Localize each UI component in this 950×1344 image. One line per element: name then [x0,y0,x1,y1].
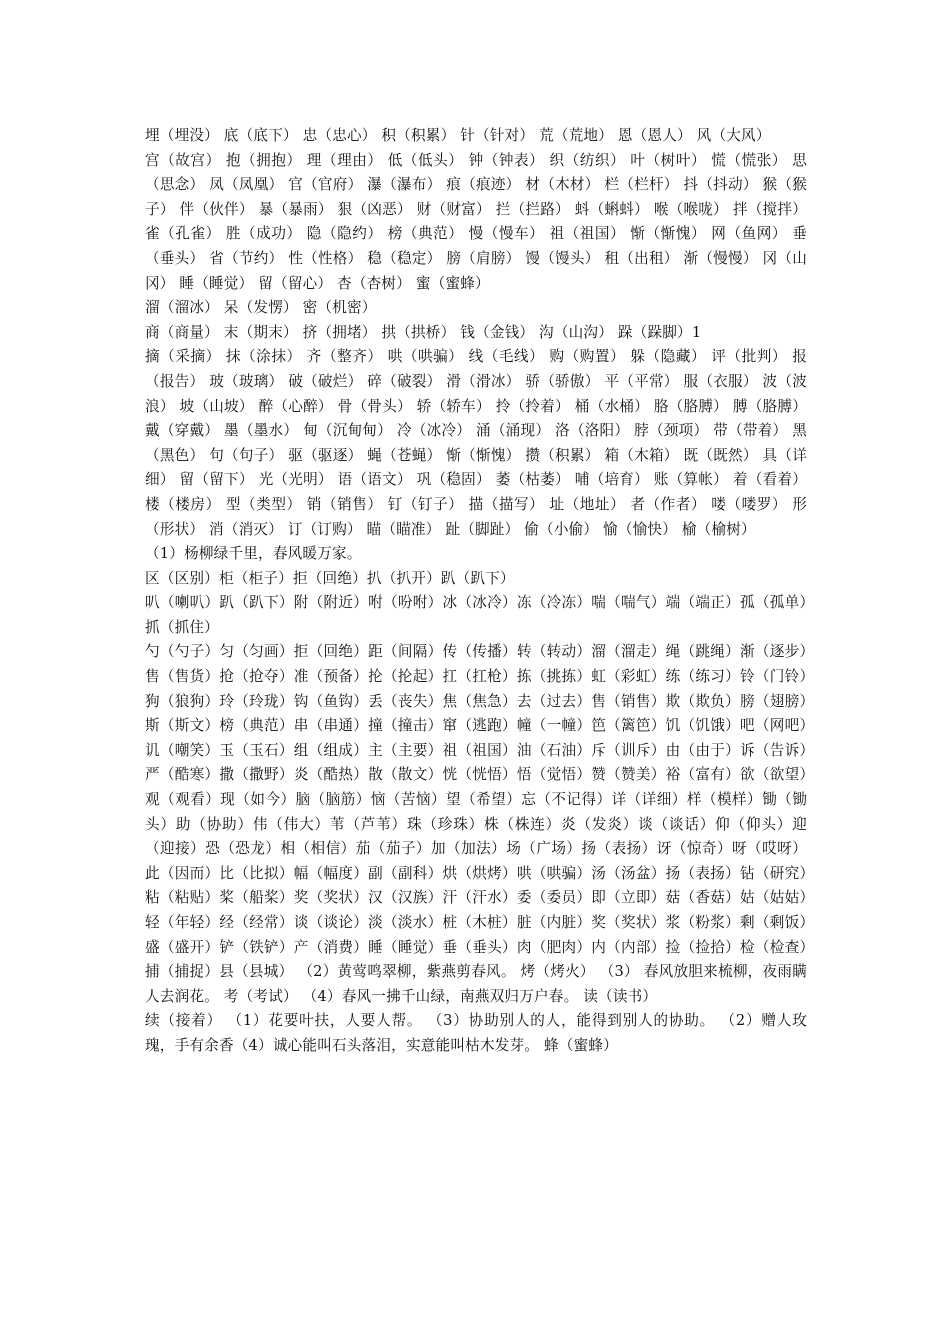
paragraph-7: 区（区别）柜（柜子）拒（回绝）扒（扒开）趴（趴下） [145,569,515,587]
paragraph-3: 溜（溜冰） 呆（发愣） 密（机密） [145,299,377,317]
paragraph-9: 勺（勺子）匀（匀画）拒（回绝）距（间隔）传（传播）转（转动）溜（溜走）绳（跳绳）渐（逐步）售（售货）抢（抢夺）准（预备）抡（抡起）扛（扛枪）拣（挑拣）虹（彩虹）练（练习）铃（门铃）狗（狼狗）玲（玲珑）钩（鱼钩）丢（丧失）焦（焦急）去（过去）售（销售）欺（欺负）膀（翅膀）斯（斯文）榜（典范）串（串通）撞（撞击）窜（逃跑）幢（一幢）笆（篱笆）饥（饥饿）吧（网吧）讥（嘲笑）玉（玉石）组（组成）主（主要）祖（祖国）油（石油）斥（训斥）由（由于）诉（告诉）严（酷寒）撒（撒野）炎（酷热）散（散文）恍（恍悟）悟（觉悟）赞（赞美）裕（富有）欲（欲望）观（观看）现（如今）脑（脑筋）恼（苦恼）望（希望）忘（不记得）详（详细）样（模样）锄（锄头）助（协助）伟（伟大）苇（芦苇）珠（珍珠）株（株连）炎（发炎）谈（谈话）仰（仰头）迎（迎接）恐（恐龙）相（相信）茄（茄子）加（加法）场（广场）扬（表扬）讶（惊奇）呀（哎呀）此（因而）比（比拟）幅（幅度）副（副科）烘（烘烤）哄（哄骗）汤（汤盆）扬（表扬）钻（研究）粘（粘贴）桨（船桨）奖（奖状）汉（汉族）汗（汗水）委（委员）即（立即）菇（香菇）姑（姑姑）轻（年轻）经（经常）谈（谈论）淡（淡水）桩（木桩）脏（内脏）奖（奖状）浆（粉浆）剩（剩饭）盛（盛开）铲（铁铲）产（消费）睡（睡觉）垂（垂头）肉（肥肉）内（内部）捡（捡拾）检（检查）捕（捕捉）县（县城） （2）黄莺鸣翠柳，紫燕剪春风。 烤（烤火） （3） 春风放胆来梳柳，夜雨瞒人去润花。 考（考试） （4）春风一拂千山绿，南燕双归万户春。 读（读书） [145,643,807,1005]
paragraph-5: 摘（采摘） 抹（涂抹） 齐（整齐） 哄（哄骗） 线（毛线） 购（购置） 躲（隐藏） 评（批判） 报（报告） 玻（玻璃） 破（破烂） 碎（破裂） 滑（滑冰） 骄（骄傲） 平（平常） 服（衣服） 波（波浪） 坡（山坡） 醉（心醉） 骨（骨头） 轿（轿车） 拎（拎着） 桶（水桶） 胳（胳膊） 膊（胳膊） 戴（穿戴） 墨（墨水） 甸（沉甸甸） 冷（冰冷） 涌（涌现） 洛（洛阳） 脖（颈项） 带（带着） 黑（黑色） 句（句子） 驱（驱逐） 蝇（苍蝇） 惭（惭愧） 攒（积累） 箱（木箱） 既（既然） 具（详细） 留（留下） 光（光明） 语（语文） 巩（稳固） 萎（枯萎） 哺（培育） 账（算帐） 着（看着） 楼（楼房） 型（类型） 销（销售） 钉（钉子） 描（描写） 址（地址） 者（作者） 喽（喽罗） 形（形状） 消（消灭） 订（订购） 瞄（瞄准） 趾（脚趾） 偷（小偷） 愉（愉快） 榆（榆树） [145,348,807,538]
document-body [145,124,807,1059]
paragraph-10: 续（接着） （1）花要叶扶，人要人帮。 （3）协助别人的人，能得到别人的协助。 （2）赠人玫瑰，手有余香（4）诚心能叫石头落泪，实意能叫枯木发芽。 蜂（蜜蜂） [145,1012,807,1054]
paragraph-1: 埋（埋没） 底（底下） 忠（忠心） 积（积累） 针（针对） 荒（荒地） 恩（恩人） 风（大风） [145,127,771,144]
paragraph-2: 宫（故宫） 抱（拥抱） 理（理由） 低（低头） 钟（钟表） 织（纺织） 叶（树叶） 慌（慌张） 思（思念） 凤（凤凰） 官（官府） 瀑（瀑布） 痕（痕迹） 材（木材） 栏（栏杆） 抖（抖动） 猴（猴子） 伴（伙伴） 暴（暴雨） 狠（凶恶） 财（财富） 拦（拦路） 蚪（蝌蚪） 喉（喉咙） 拌（搅拌） 雀（孔雀） 胜（成功） 隐（隐约） 榜（典范） 慢（慢车） 祖（祖国） 惭（惭愧） 网（鱼网） 垂（垂头） 省（节约） 性（性格） 稳（稳定） 膀（肩膀） 馒（馒头） 租（出租） 渐（慢慢） 冈（山冈） 睡（睡觉） 留（留心） 杏（杏树） 蜜（蜜蜂） [145,151,807,292]
paragraph-4: 商（商量） 末（期末） 挤（拥堵） 拱（拱桥） 钱（金钱） 沟（山沟） 跺（跺脚）1 [145,323,702,341]
paragraph-8: 叭（喇叭）趴（趴下）附（附近）咐（吩咐）冰（冰冷）冻（冷冻）喘（喘气）端（端正）孤（孤单）抓（抓住） [145,594,807,636]
paragraph-6: （1）杨柳绿千里，春风暖万家。 [145,545,362,563]
